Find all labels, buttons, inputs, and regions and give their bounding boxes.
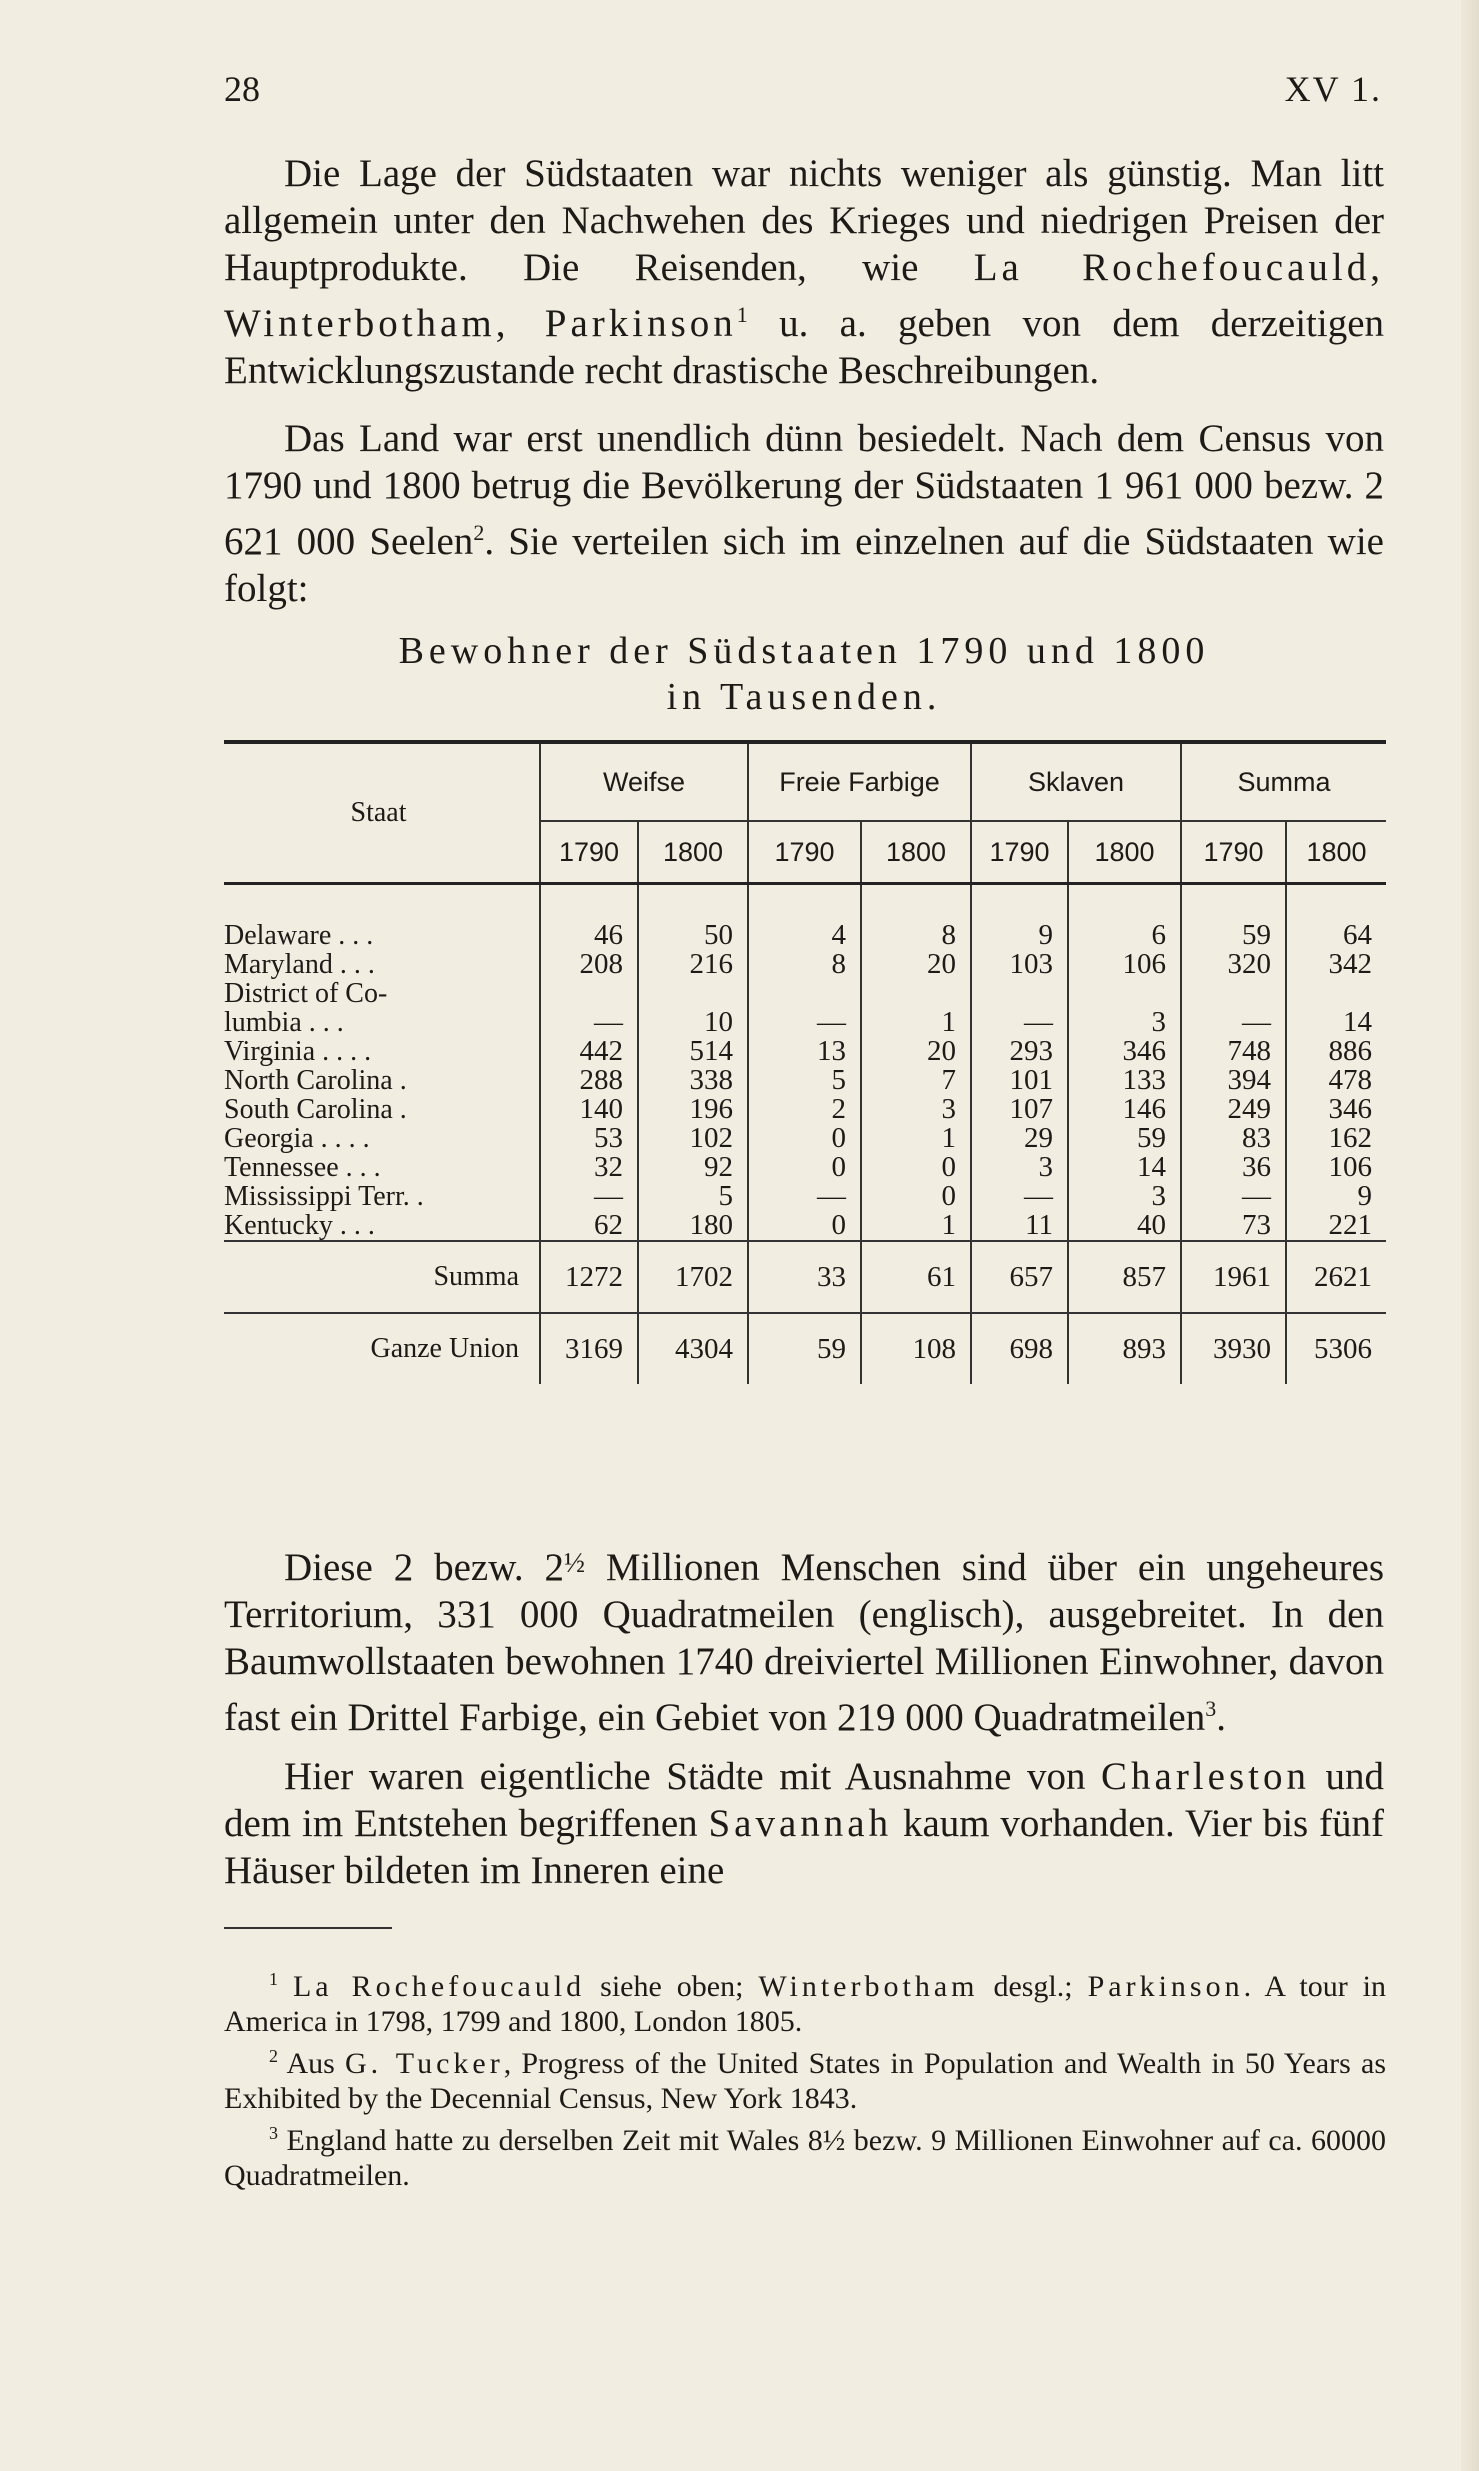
table-cell: 10 (638, 1008, 748, 1037)
footnote-3-mark: 3 (269, 2123, 278, 2143)
page-header (224, 68, 1382, 118)
table-cell: 9 (971, 884, 1068, 951)
table-cell: 1 (861, 1124, 971, 1153)
table-cell (638, 979, 748, 1008)
table-cell: 36 (1181, 1153, 1286, 1182)
table-cell: 14 (1068, 1153, 1181, 1182)
table-title-line1: Bewohner der Südstaaten 1790 und 1800 (398, 630, 1210, 672)
col-group-sklaven: Sklaven (971, 742, 1181, 821)
state-name: Kentucky . . . (224, 1210, 375, 1241)
fn2-text: Aus (286, 2047, 346, 2080)
union-value: 698 (971, 1313, 1068, 1384)
state-name: District of Co- (224, 978, 388, 1009)
table-row (224, 1008, 1386, 1037)
table-cell: 180 (638, 1211, 748, 1241)
table-row (224, 950, 1386, 979)
table-cell: 442 (540, 1037, 638, 1066)
footnotes (224, 1962, 1386, 2193)
table-cell: 886 (1286, 1037, 1386, 1066)
table-cell (1286, 979, 1386, 1008)
union-value: 108 (861, 1313, 971, 1384)
table-cell (1068, 979, 1181, 1008)
table-cell: 1 (861, 1008, 971, 1037)
traveler-names: La Rochefoucauld, Winterbotham, Parkinson (224, 246, 1384, 345)
summa-row (224, 1241, 1386, 1313)
city-charleston: Charleston (1101, 1755, 1310, 1798)
table-cell: — (540, 1008, 638, 1037)
table-cell: 288 (540, 1066, 638, 1095)
table-cell: 73 (1181, 1211, 1286, 1241)
table-row (224, 1095, 1386, 1124)
table-cell: 133 (1068, 1066, 1181, 1095)
table-cell: 4 (748, 884, 861, 951)
table-cell: 478 (1286, 1066, 1386, 1095)
union-label: Ganze Union (224, 1313, 540, 1384)
text-run: Hier waren eigentliche Städte mit Ausnahme von (284, 1755, 1086, 1798)
state-name: lumbia . . . (224, 1007, 344, 1038)
table-cell: 106 (1286, 1153, 1386, 1182)
paragraph-census (224, 415, 1384, 612)
union-value: 5306 (1286, 1313, 1386, 1384)
year-header: 1790 (540, 821, 638, 884)
year-header: 1790 (1181, 821, 1286, 884)
paragraph-cities (224, 1753, 1384, 1894)
table-cell: 338 (638, 1066, 748, 1095)
table-row (224, 1066, 1386, 1095)
summa-value: 1961 (1181, 1241, 1286, 1313)
page-number: 28 (224, 69, 260, 109)
year-header: 1790 (971, 821, 1068, 884)
year-header: 1800 (638, 821, 748, 884)
summa-value: 33 (748, 1241, 861, 1313)
table-cell: 106 (1068, 950, 1181, 979)
table-cell: 32 (540, 1153, 638, 1182)
table-cell: 46 (540, 884, 638, 951)
fn1-text: desgl.; (978, 1970, 1088, 2003)
table-cell: 3 (1068, 1182, 1181, 1211)
table-cell: 83 (1181, 1124, 1286, 1153)
table-cell (861, 979, 971, 1008)
summa-value: 2621 (1286, 1241, 1386, 1313)
state-name: Mississippi Terr. . (224, 1181, 424, 1212)
table-cell (1181, 979, 1286, 1008)
table-row (224, 979, 1386, 1008)
year-header: 1800 (861, 821, 971, 884)
year-header: 1800 (1286, 821, 1386, 884)
text-run: u. a. geben von dem derzeitigen Entwicklungszustande recht drastische Beschreibungen. (224, 302, 1385, 392)
table-cell: 8 (748, 950, 861, 979)
year-header: 1790 (748, 821, 861, 884)
table-cell: 394 (1181, 1066, 1286, 1095)
table-cell: — (540, 1182, 638, 1211)
table-cell: 0 (748, 1153, 861, 1182)
table-row (224, 1037, 1386, 1066)
state-name: North Carolina . (224, 1065, 407, 1096)
table-cell: 8 (861, 884, 971, 951)
table-cell: 140 (540, 1095, 638, 1124)
fraction-half: ½ (563, 1548, 585, 1579)
footnote-mark-3: 3 (1205, 1696, 1217, 1721)
state-name: Tennessee . . . (224, 1152, 381, 1183)
state-name: Georgia . . . . (224, 1123, 370, 1154)
table-cell: 5 (748, 1066, 861, 1095)
table-cell: 293 (971, 1037, 1068, 1066)
year-header: 1800 (1068, 821, 1181, 884)
table-cell: 13 (748, 1037, 861, 1066)
table-cell: 216 (638, 950, 748, 979)
running-head: XV 1. (1284, 69, 1382, 109)
table-cell: 50 (638, 884, 748, 951)
table-cell: 20 (861, 950, 971, 979)
col-group-freie-farbige: Freie Farbige (748, 742, 971, 821)
col-group-summa: Summa (1181, 742, 1386, 821)
table-cell: 0 (861, 1153, 971, 1182)
footnote-mark-1: 1 (736, 302, 748, 327)
union-value: 59 (748, 1313, 861, 1384)
table-cell: 196 (638, 1095, 748, 1124)
table-cell: 20 (861, 1037, 971, 1066)
table-cell: 0 (748, 1124, 861, 1153)
table-cell: 14 (1286, 1008, 1386, 1037)
fn1-text: siehe oben; (585, 1970, 759, 2003)
table-cell: 146 (1068, 1095, 1181, 1124)
table-cell: 1 (861, 1211, 971, 1241)
table-cell: 7 (861, 1066, 971, 1095)
union-value: 893 (1068, 1313, 1181, 1384)
state-name: Virginia . . . . (224, 1036, 372, 1067)
union-value: 3169 (540, 1313, 638, 1384)
table-cell: 29 (971, 1124, 1068, 1153)
table-cell (971, 979, 1068, 1008)
summa-label: Summa (224, 1241, 540, 1313)
table-row (224, 1182, 1386, 1211)
table-cell: — (1181, 1008, 1286, 1037)
text-run: Diese 2 bezw. 2 (284, 1546, 564, 1589)
table-cell: 102 (638, 1124, 748, 1153)
table-cell: — (971, 1008, 1068, 1037)
table-cell (540, 979, 638, 1008)
footnote-1 (224, 1962, 1386, 2039)
table-row (224, 1124, 1386, 1153)
summa-value: 857 (1068, 1241, 1181, 1313)
state-name: South Carolina . (224, 1094, 407, 1125)
table-cell: 162 (1286, 1124, 1386, 1153)
col-header-staat: Staat (224, 742, 540, 884)
table-cell: 2 (748, 1095, 861, 1124)
union-value: 3930 (1181, 1313, 1286, 1384)
table-cell: 221 (1286, 1211, 1386, 1241)
table-cell: — (971, 1182, 1068, 1211)
table-cell (748, 979, 861, 1008)
table-row (224, 1211, 1386, 1241)
city-savannah: Savannah (708, 1802, 893, 1845)
table-cell: 346 (1068, 1037, 1181, 1066)
table-cell: 208 (540, 950, 638, 979)
page-edge (1461, 0, 1479, 2471)
table-cell: 3 (1068, 1008, 1181, 1037)
table-cell: 101 (971, 1066, 1068, 1095)
fn1-name: Winterbotham (758, 1970, 979, 2003)
paragraph-situation (224, 150, 1384, 394)
text-run: . Sie verteilen sich im einzelnen auf die Südstaaten wie folgt: (224, 520, 1384, 610)
text-run: Das Land war erst unendlich dünn besiedelt. Nach dem Census von 1790 und 1800 betrug die Bevölkerung der Südstaaten 1 961 000 bezw. 2 621 000 Seelen (224, 417, 1384, 563)
summa-value: 657 (971, 1241, 1068, 1313)
footnote-3 (224, 2116, 1386, 2193)
text-run: Millionen Menschen sind über ein ungeheures Territorium, 331 000 Quadratmeilen (englisch), ausgebreitet. In den Baumwollstaaten bewohnen 1740 dreiviertel Millionen Einwohner, davon fast ein Drittel Farbige, ein Gebiet von 219 000 Quadratmeilen (224, 1546, 1384, 1739)
table-cell: 342 (1286, 950, 1386, 979)
census-table (224, 740, 1386, 1384)
table-cell: 103 (971, 950, 1068, 979)
paragraph-territory: Diese 2 bezw. $2^{\frac{1}{2}}$ Millionen Menschen sind über ein ungeheures Territorium, 331 000 Quadratmeilen (englisch), ausgebreitet. In den Baumwollstaaten bewohnen 1740 dreiviertel Millionen Einwohner, davon fast ein Drittel Farbige, ein Gebiet von 219 000 Quadratmeilen$^3$. (224, 1546, 1384, 1739)
table-cell: 62 (540, 1211, 638, 1241)
table-cell: 5 (638, 1182, 748, 1211)
table-row (224, 1153, 1386, 1182)
table-cell: — (748, 1182, 861, 1211)
table-cell: 92 (638, 1153, 748, 1182)
text-run: und dem im Entstehen begriffenen (224, 1755, 1384, 1845)
table-cell: 3 (861, 1095, 971, 1124)
fn3-text: England hatte zu derselben Zeit mit Wales 8½ bezw. 9 Millionen Einwohner auf ca. 60000 Quadratmeilen. (224, 2124, 1386, 2192)
table-cell: 346 (1286, 1095, 1386, 1124)
table-cell: — (1181, 1182, 1286, 1211)
table-cell: — (748, 1008, 861, 1037)
summa-value: 1702 (638, 1241, 748, 1313)
table-cell: 107 (971, 1095, 1068, 1124)
fn2-name: G. Tucker (345, 2047, 504, 2080)
table-cell: 59 (1068, 1124, 1181, 1153)
table-title (224, 628, 1384, 720)
table-cell: 249 (1181, 1095, 1286, 1124)
footnote-2-mark: 2 (269, 2046, 278, 2066)
table-cell: 514 (638, 1037, 748, 1066)
table-cell: 6 (1068, 884, 1181, 951)
table-cell: 11 (971, 1211, 1068, 1241)
footnote-2 (224, 2039, 1386, 2116)
table-row (224, 884, 1386, 951)
table-cell: 40 (1068, 1211, 1181, 1241)
fn1-text: . A tour in America in 1798, 1799 and 1800, London 1805. (224, 1970, 1386, 2038)
footnote-mark-2: 2 (473, 520, 485, 545)
summa-value: 1272 (540, 1241, 638, 1313)
table-cell: 320 (1181, 950, 1286, 979)
table-cell: 53 (540, 1124, 638, 1153)
table-cell: 9 (1286, 1182, 1386, 1211)
fn1-name: Parkinson (1087, 1970, 1244, 2003)
union-row (224, 1313, 1386, 1384)
footnote-1-mark: 1 (269, 1969, 278, 1989)
summa-value: 61 (861, 1241, 971, 1313)
table-cell: 3 (971, 1153, 1068, 1182)
text-run: Die Lage der Südstaaten war nichts weniger als günstig. Man litt allgemein unter den Nachwehen des Krieges und niedrigen Preisen der Hauptprodukte. Die Reisenden, wie (224, 152, 1384, 289)
fn2-text: , Progress of the United States in Population and Wealth in 50 Years as Exhibited by the Decennial Census, New York 1843. (224, 2047, 1386, 2115)
table-cell: 0 (748, 1211, 861, 1241)
table-cell: 59 (1181, 884, 1286, 951)
footnote-rule (224, 1927, 392, 1929)
col-group-weisse: Weifse (540, 742, 748, 821)
table-cell: 0 (861, 1182, 971, 1211)
union-value: 4304 (638, 1313, 748, 1384)
table-cell: 748 (1181, 1037, 1286, 1066)
text-run: kaum vorhanden. Vier bis fünf Häuser bildeten im Inneren eine (224, 1802, 1385, 1892)
table-cell: 64 (1286, 884, 1386, 951)
state-name: Delaware . . . (224, 920, 374, 951)
fn1-name: La Rochefoucauld (292, 1970, 586, 2003)
state-name: Maryland . . . (224, 949, 375, 980)
table-title-line2: in Tausenden. (666, 676, 942, 718)
